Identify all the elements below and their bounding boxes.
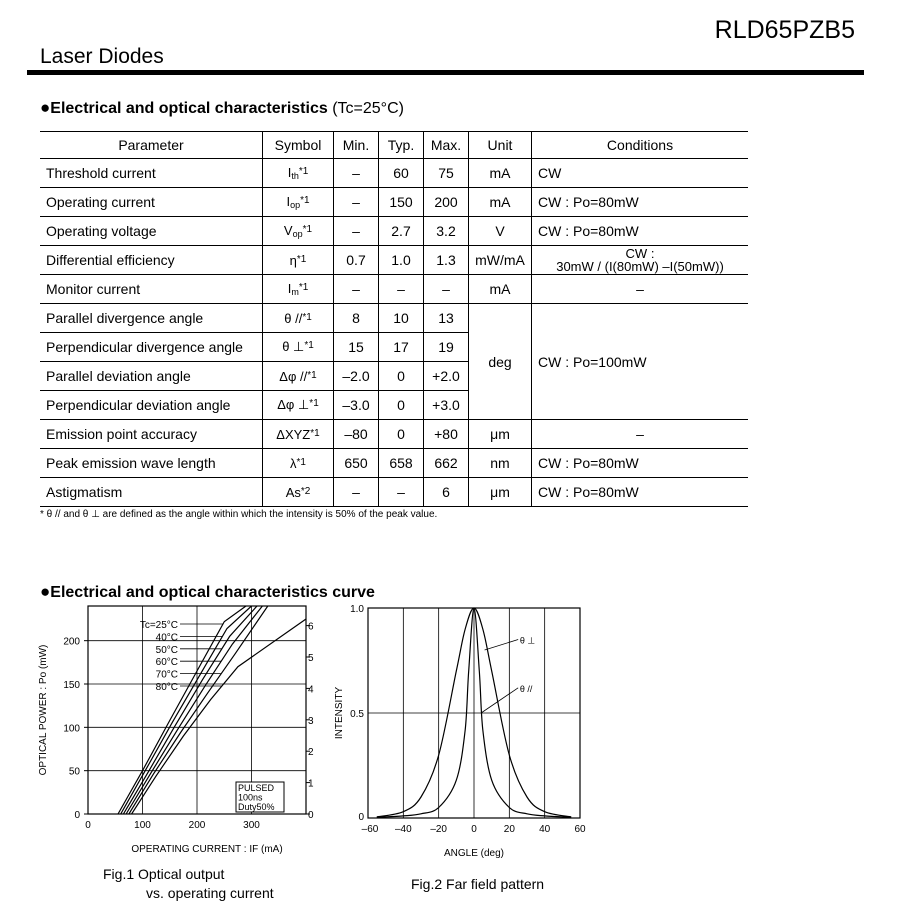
table-heading-condition: (Tc=25°C): [332, 100, 404, 117]
cell-unit: μm: [469, 420, 532, 449]
fig1-right-tick-label: 1: [308, 778, 314, 790]
cell-min: –2.0: [334, 362, 379, 391]
fig2-x-tick-label: 40: [539, 824, 551, 835]
cell-max: 75: [424, 159, 469, 188]
cell-symbol: As$^{*2}$: [263, 478, 334, 507]
table-row: [40, 159, 748, 188]
header-rule: [27, 70, 864, 75]
cell-max: +3.0: [424, 391, 469, 420]
cell-symbol: $\eta^{*1}$: [263, 246, 334, 275]
cell-param: Monitor current: [40, 275, 263, 304]
cell-max: +80: [424, 420, 469, 449]
table-heading-title: Electrical and optical characteristics: [50, 100, 328, 117]
cell-max: –: [424, 275, 469, 304]
cell-min: –3.0: [334, 391, 379, 420]
fig1-x-tick-label: 300: [243, 820, 260, 831]
table-row: [40, 275, 748, 304]
cell-symbol: Δφ ⊥$^{*1}$: [263, 391, 334, 420]
cell-typ: 1.0: [379, 246, 424, 275]
cell-symbol: $I_{op}^{*1}$: [263, 188, 334, 217]
cell-unit: μm: [469, 478, 532, 507]
fig2-x-tick-label: 60: [574, 824, 586, 835]
col-min: Min.: [334, 132, 379, 159]
bullet: ●: [40, 582, 51, 601]
cell-unit-merged: deg: [469, 304, 532, 420]
fig1-legend-label: 40°C: [155, 632, 178, 644]
cell-max: 19: [424, 333, 469, 362]
cell-cond: CW : Po=80mW: [532, 449, 749, 478]
table-footnote: * θ // and θ ⊥ are defined as the angle within which the intensity is 50% of the peak value.: [40, 509, 438, 520]
cell-param: Parallel divergence angle: [40, 304, 263, 333]
cell-typ: 150: [379, 188, 424, 217]
fig1-left-tick-label: 0: [74, 810, 80, 821]
cell-unit: mA: [469, 275, 532, 304]
table-row: [40, 420, 748, 449]
cell-symbol: θ //$^{*1}$: [263, 304, 334, 333]
cell-param: Differential efficiency: [40, 246, 263, 275]
cell-param: Operating voltage: [40, 217, 263, 246]
cell-min: –: [334, 478, 379, 507]
cell-symbol: $I_{th}^{*1}$: [263, 159, 334, 188]
fig1-pulsed-text: 100ns: [238, 792, 263, 803]
cell-cond: CW : Po=80mW: [532, 217, 749, 246]
cell-min: 8: [334, 304, 379, 333]
cell-cond-merged: CW : Po=100mW: [532, 304, 749, 420]
fig1-caption-line1: Fig.1 Optical output: [103, 866, 225, 882]
cell-cond: –: [532, 275, 749, 304]
fig1-legend-label: 80°C: [155, 682, 178, 693]
cell-symbol: ΔXYZ$^{*1}$: [263, 420, 334, 449]
cell-typ: –: [379, 478, 424, 507]
fig1-caption-line2: vs. operating current: [146, 885, 274, 901]
cell-symbol: $I_m^{*1}$: [263, 275, 334, 304]
curve-heading: [40, 582, 375, 602]
fig1-pulsed-text: PULSED: [238, 783, 275, 793]
cell-max: +2.0: [424, 362, 469, 391]
cell-min: –: [334, 217, 379, 246]
table-header-row: [40, 132, 748, 159]
cell-max: 13: [424, 304, 469, 333]
fig1-right-tick-label: 0: [308, 810, 314, 821]
cell-typ: 2.7: [379, 217, 424, 246]
fig1-x-tick-label: 0: [85, 820, 91, 831]
fig2-y-tick-label: 0.5: [350, 709, 364, 720]
cell-max: 200: [424, 188, 469, 217]
cell-cond: –: [532, 420, 749, 449]
fig2-caption: Fig.2 Far field pattern: [411, 876, 545, 892]
col-symbol: Symbol: [263, 132, 334, 159]
cell-cond: CW : Po=80mW: [532, 188, 749, 217]
table-heading: [40, 98, 404, 118]
cell-typ: 10: [379, 304, 424, 333]
cell-cond: CW : 30mW / (I(80mW) –I(50mW)): [532, 246, 749, 275]
fig1-legend-label: 60°C: [155, 657, 178, 669]
table-row: [40, 478, 748, 507]
cell-min: –: [334, 159, 379, 188]
cell-max: 6: [424, 478, 469, 507]
fig1-left-tick-label: 150: [63, 680, 80, 691]
cell-param: Threshold current: [40, 159, 263, 188]
fig1-right-tick-label: 6: [308, 621, 314, 633]
fig2-chart: [325, 600, 605, 870]
cell-param: Parallel deviation angle: [40, 362, 263, 391]
cell-max: 662: [424, 449, 469, 478]
part-number: RLD65PZB5: [714, 16, 855, 44]
cell-param: Emission point accuracy: [40, 420, 263, 449]
cell-symbol: Δφ //$^{*1}$: [263, 362, 334, 391]
col-typ: Typ.: [379, 132, 424, 159]
cell-param: Perpendicular divergence angle: [40, 333, 263, 362]
cell-max: 1.3: [424, 246, 469, 275]
cell-symbol: $\lambda^{*1}$: [263, 449, 334, 478]
cell-unit: mW/mA: [469, 246, 532, 275]
cell-cond: CW: [532, 159, 749, 188]
fig1-chart: [30, 600, 350, 900]
curve-heading-title: Electrical and optical characteristics curve: [50, 584, 375, 601]
fig1-x-tick-label: 200: [188, 820, 206, 831]
fig1-pulsed-text: Duty50%: [238, 802, 275, 812]
fig1-left-tick-label: 200: [63, 636, 80, 648]
fig1-legend-label: 70°C: [155, 669, 178, 681]
cell-min: 0.7: [334, 246, 379, 275]
cell-typ: 0: [379, 391, 424, 420]
cell-min: –: [334, 188, 379, 217]
cell-unit: mA: [469, 159, 532, 188]
fig2-y-axis-label: INTENSITY: [334, 686, 345, 740]
cell-symbol: θ ⊥$^{*1}$: [263, 333, 334, 362]
table-row: [40, 246, 748, 275]
cell-unit: V: [469, 217, 532, 246]
col-unit: Unit: [469, 132, 532, 159]
cell-min: –80: [334, 420, 379, 449]
fig1-series-line: [121, 606, 252, 814]
table-row: [40, 449, 748, 478]
col-max: Max.: [424, 132, 469, 159]
fig2-y-tick-label: 1.0: [350, 604, 364, 615]
fig1-legend-label: Tc=25°C: [139, 620, 178, 631]
cell-typ: 60: [379, 159, 424, 188]
fig1-right-tick-label: 3: [308, 715, 314, 727]
fig1-x-axis-label: OPERATING CURRENT : IF (mA): [131, 844, 283, 855]
section-title: Laser Diodes: [40, 45, 164, 68]
fig1-right-tick-label: 5: [308, 653, 314, 664]
fig2-x-tick-label: –60: [361, 824, 379, 835]
cell-unit: mA: [469, 188, 532, 217]
col-parameter: Parameter: [40, 132, 263, 159]
cell-param: Peak emission wave length: [40, 449, 263, 478]
fig2-x-tick-label: –40: [394, 824, 412, 835]
cell-min: –: [334, 275, 379, 304]
cell-symbol: $V_{op}^{*1}$: [263, 217, 334, 246]
fig2-y-tick-label: 0: [358, 812, 364, 823]
fig1-right-tick-label: 4: [308, 684, 314, 696]
fig1-y-axis-label: OPTICAL POWER : Po (mW): [38, 644, 49, 776]
cell-max: 3.2: [424, 217, 469, 246]
cell-typ: 0: [379, 420, 424, 449]
cell-unit: nm: [469, 449, 532, 478]
table-row: [40, 304, 748, 333]
fig2-x-axis-label: ANGLE (deg): [443, 848, 505, 859]
cell-typ: 658: [379, 449, 424, 478]
fig2-label-theta-par: θ //: [519, 683, 533, 694]
cell-typ: –: [379, 275, 424, 304]
fig1-left-tick-label: 100: [63, 723, 80, 735]
fig1-left-tick-label: 50: [68, 766, 80, 778]
table-row: [40, 217, 748, 246]
cell-min: 15: [334, 333, 379, 362]
fig2-label-theta-perp: θ ⊥: [519, 635, 536, 646]
fig2-x-tick-label: 20: [503, 824, 515, 835]
fig1-right-tick-label: 2: [308, 747, 314, 759]
cell-param: Perpendicular deviation angle: [40, 391, 263, 420]
fig2-x-tick-label: 0: [471, 824, 477, 835]
fig1-legend-label: 50°C: [155, 644, 178, 656]
cell-min: 650: [334, 449, 379, 478]
fig1-x-tick-label: 100: [134, 820, 151, 831]
characteristics-table: [40, 131, 748, 507]
cell-param: Operating current: [40, 188, 263, 217]
col-conditions: Conditions: [532, 132, 749, 159]
fig2-x-tick-label: –20: [430, 824, 448, 835]
bullet: ●: [40, 98, 51, 117]
cell-param: Astigmatism: [40, 478, 263, 507]
cell-typ: 17: [379, 333, 424, 362]
fig2-label-leader: [485, 640, 519, 651]
table-row: [40, 188, 748, 217]
cell-cond: CW : Po=80mW: [532, 478, 749, 507]
fig1-series-line: [118, 606, 246, 814]
cell-typ: 0: [379, 362, 424, 391]
